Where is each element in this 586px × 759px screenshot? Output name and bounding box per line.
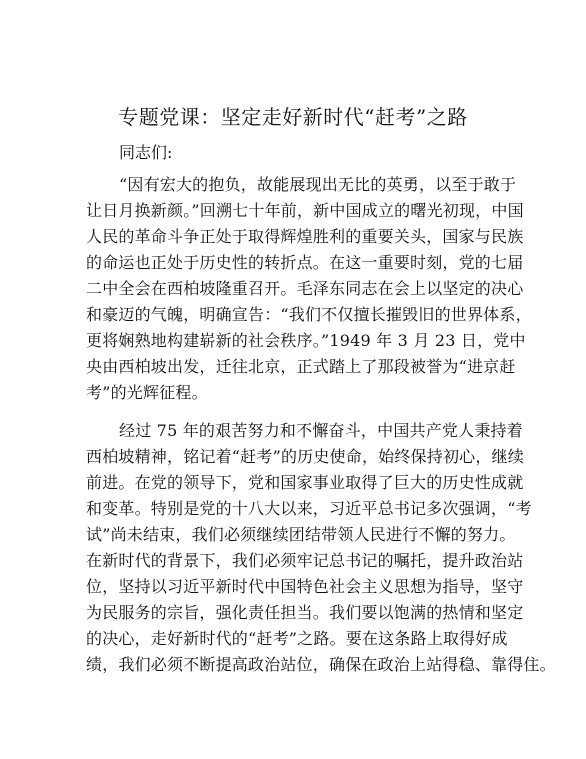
paragraph-line: 让日月换新颜。”回溯七十年前，新中国成立的曙光初现，中国 xyxy=(86,201,524,220)
paragraph-line: 绩，我们必须不断提高政治站位，确保在政治上站得稳、靠得住。 xyxy=(86,655,556,674)
paragraph-line: 考”的光辉征程。 xyxy=(86,383,208,402)
paragraph-line: 二中全会在西柏坡隆重召开。毛泽东同志在会上以坚定的决心 xyxy=(86,279,524,298)
paragraph-line: 为民服务的宗旨，强化责任担当。我们要以饱满的热情和坚定 xyxy=(86,603,524,622)
paragraph-line: 位，坚持以习近平新时代中国特色社会主义思想为指导，坚守 xyxy=(86,577,524,596)
salutation: 同志们: xyxy=(119,143,173,162)
paragraph-line: 和豪迈的气魄，明确宣告：“我们不仅擅长摧毁旧的世界体系， xyxy=(86,305,532,324)
paragraph-1 xyxy=(0,172,586,406)
paragraph-line: 在新时代的背景下，我们必须牢记总书记的嘱托，提升政治站 xyxy=(86,551,524,570)
paragraph-line: “因有宏大的抱负，故能展现出无比的英勇，以至于敢于 xyxy=(119,175,517,194)
paragraph-line: 经过 75 年的艰苦努力和不懈奋斗，中国共产党人秉持着 xyxy=(119,421,523,440)
paragraph-line: 的命运也正处于历史性的转折点。在这一重要时刻，党的七届 xyxy=(86,253,524,272)
paragraph-line: 人民的革命斗争正处于取得辉煌胜利的重要关头，国家与民族 xyxy=(86,227,524,246)
paragraph-2 xyxy=(0,418,586,678)
paragraph-line: 更将娴熟地构建崭新的社会秩序。”1949 年 3 月 23 日，党中 xyxy=(86,331,526,350)
paragraph-line: 的决心，走好新时代的“赶考”之路。要在这条路上取得好成 xyxy=(86,629,508,648)
paragraph-line: 前进。在党的领导下，党和国家事业取得了巨大的历史性成就 xyxy=(86,473,524,492)
paragraph-line: 西柏坡精神，铭记着“赶考”的历史使命，始终保持初心，继续 xyxy=(86,447,524,466)
document-title: 专题党课：坚定走好新时代“赶考”之路 xyxy=(118,105,468,129)
paragraph-line: 和变革。特别是党的十八大以来，习近平总书记多次强调，“考 xyxy=(86,499,532,518)
paragraph-line: 试”尚未结束，我们必须继续团结带领人民进行不懈的努力。 xyxy=(86,525,516,544)
paragraph-line: 央由西柏坡出发，迁往北京，正式踏上了那段被誉为“进京赶 xyxy=(86,357,516,376)
